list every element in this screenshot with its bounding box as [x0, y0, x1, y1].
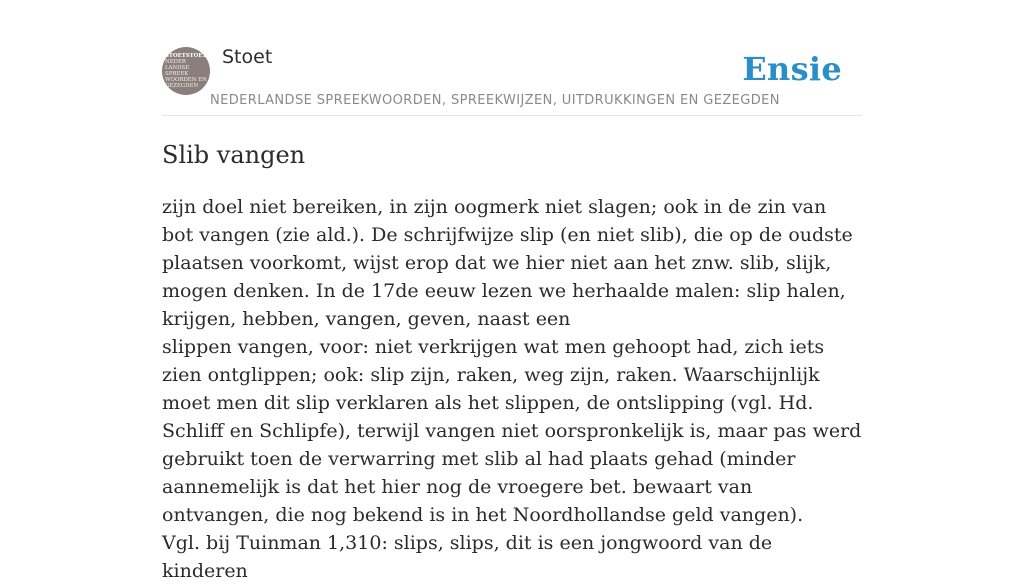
source-header	[162, 0, 862, 116]
source-avatar[interactable]	[162, 47, 210, 95]
avatar-title-text: STOETSTOET	[165, 53, 207, 59]
entry-title: Slib vangen	[162, 141, 306, 169]
page	[162, 0, 862, 585]
definition-paragraph: slippen vangen, voor: niet verkrijgen wat men gehoopt had, zich iets zien ontglippen; ook: slip zijn, raken, weg zijn, raken. Waarschijnlijk moet men dit slip verklaren als het slippen, de ontslipping (vgl. Hd. Schliff en Schlipfe), terwijl vangen niet oorspronkelijk is, maar pas werd gebruikt toen de verwarring met slib al had plaats gehad (minder aannemelijk is dat het hier nog de vroegere bet. bewaart van ontvangen, die nog bekend is in het Noordhollandse geld vangen).	[162, 336, 862, 526]
definition-paragraph: zijn doel niet bereiken, in zijn oogmerk niet slagen; ook in de zin van bot vangen (zie ald.). De schrijfwijze slip (en niet slib), die op de oudste plaatsen voorkomt, wijst erop dat we hier niet aan het znw. slib, slijk, mogen denken. In de 17de eeuw lezen we herhaalde malen: slip halen, krijgen, hebben, vangen, geven, naast een	[162, 196, 853, 330]
ensie-logo[interactable]: Ensie	[742, 50, 842, 88]
avatar-cover-text: NEDER LANDSE SPREEK WOORDEN EN GEZEGDEN	[165, 59, 207, 89]
source-name[interactable]: Stoet	[222, 46, 273, 68]
source-subtitle: NEDERLANDSE SPREEKWOORDEN, SPREEKWIJZEN, UITDRUKKINGEN EN GEZEGDEN	[210, 93, 780, 108]
definition-paragraph: Vgl. bij Tuinman 1,310: slips, slips, dit is een jongwoord van de kinderen	[162, 532, 773, 582]
entry-definition	[162, 193, 862, 585]
